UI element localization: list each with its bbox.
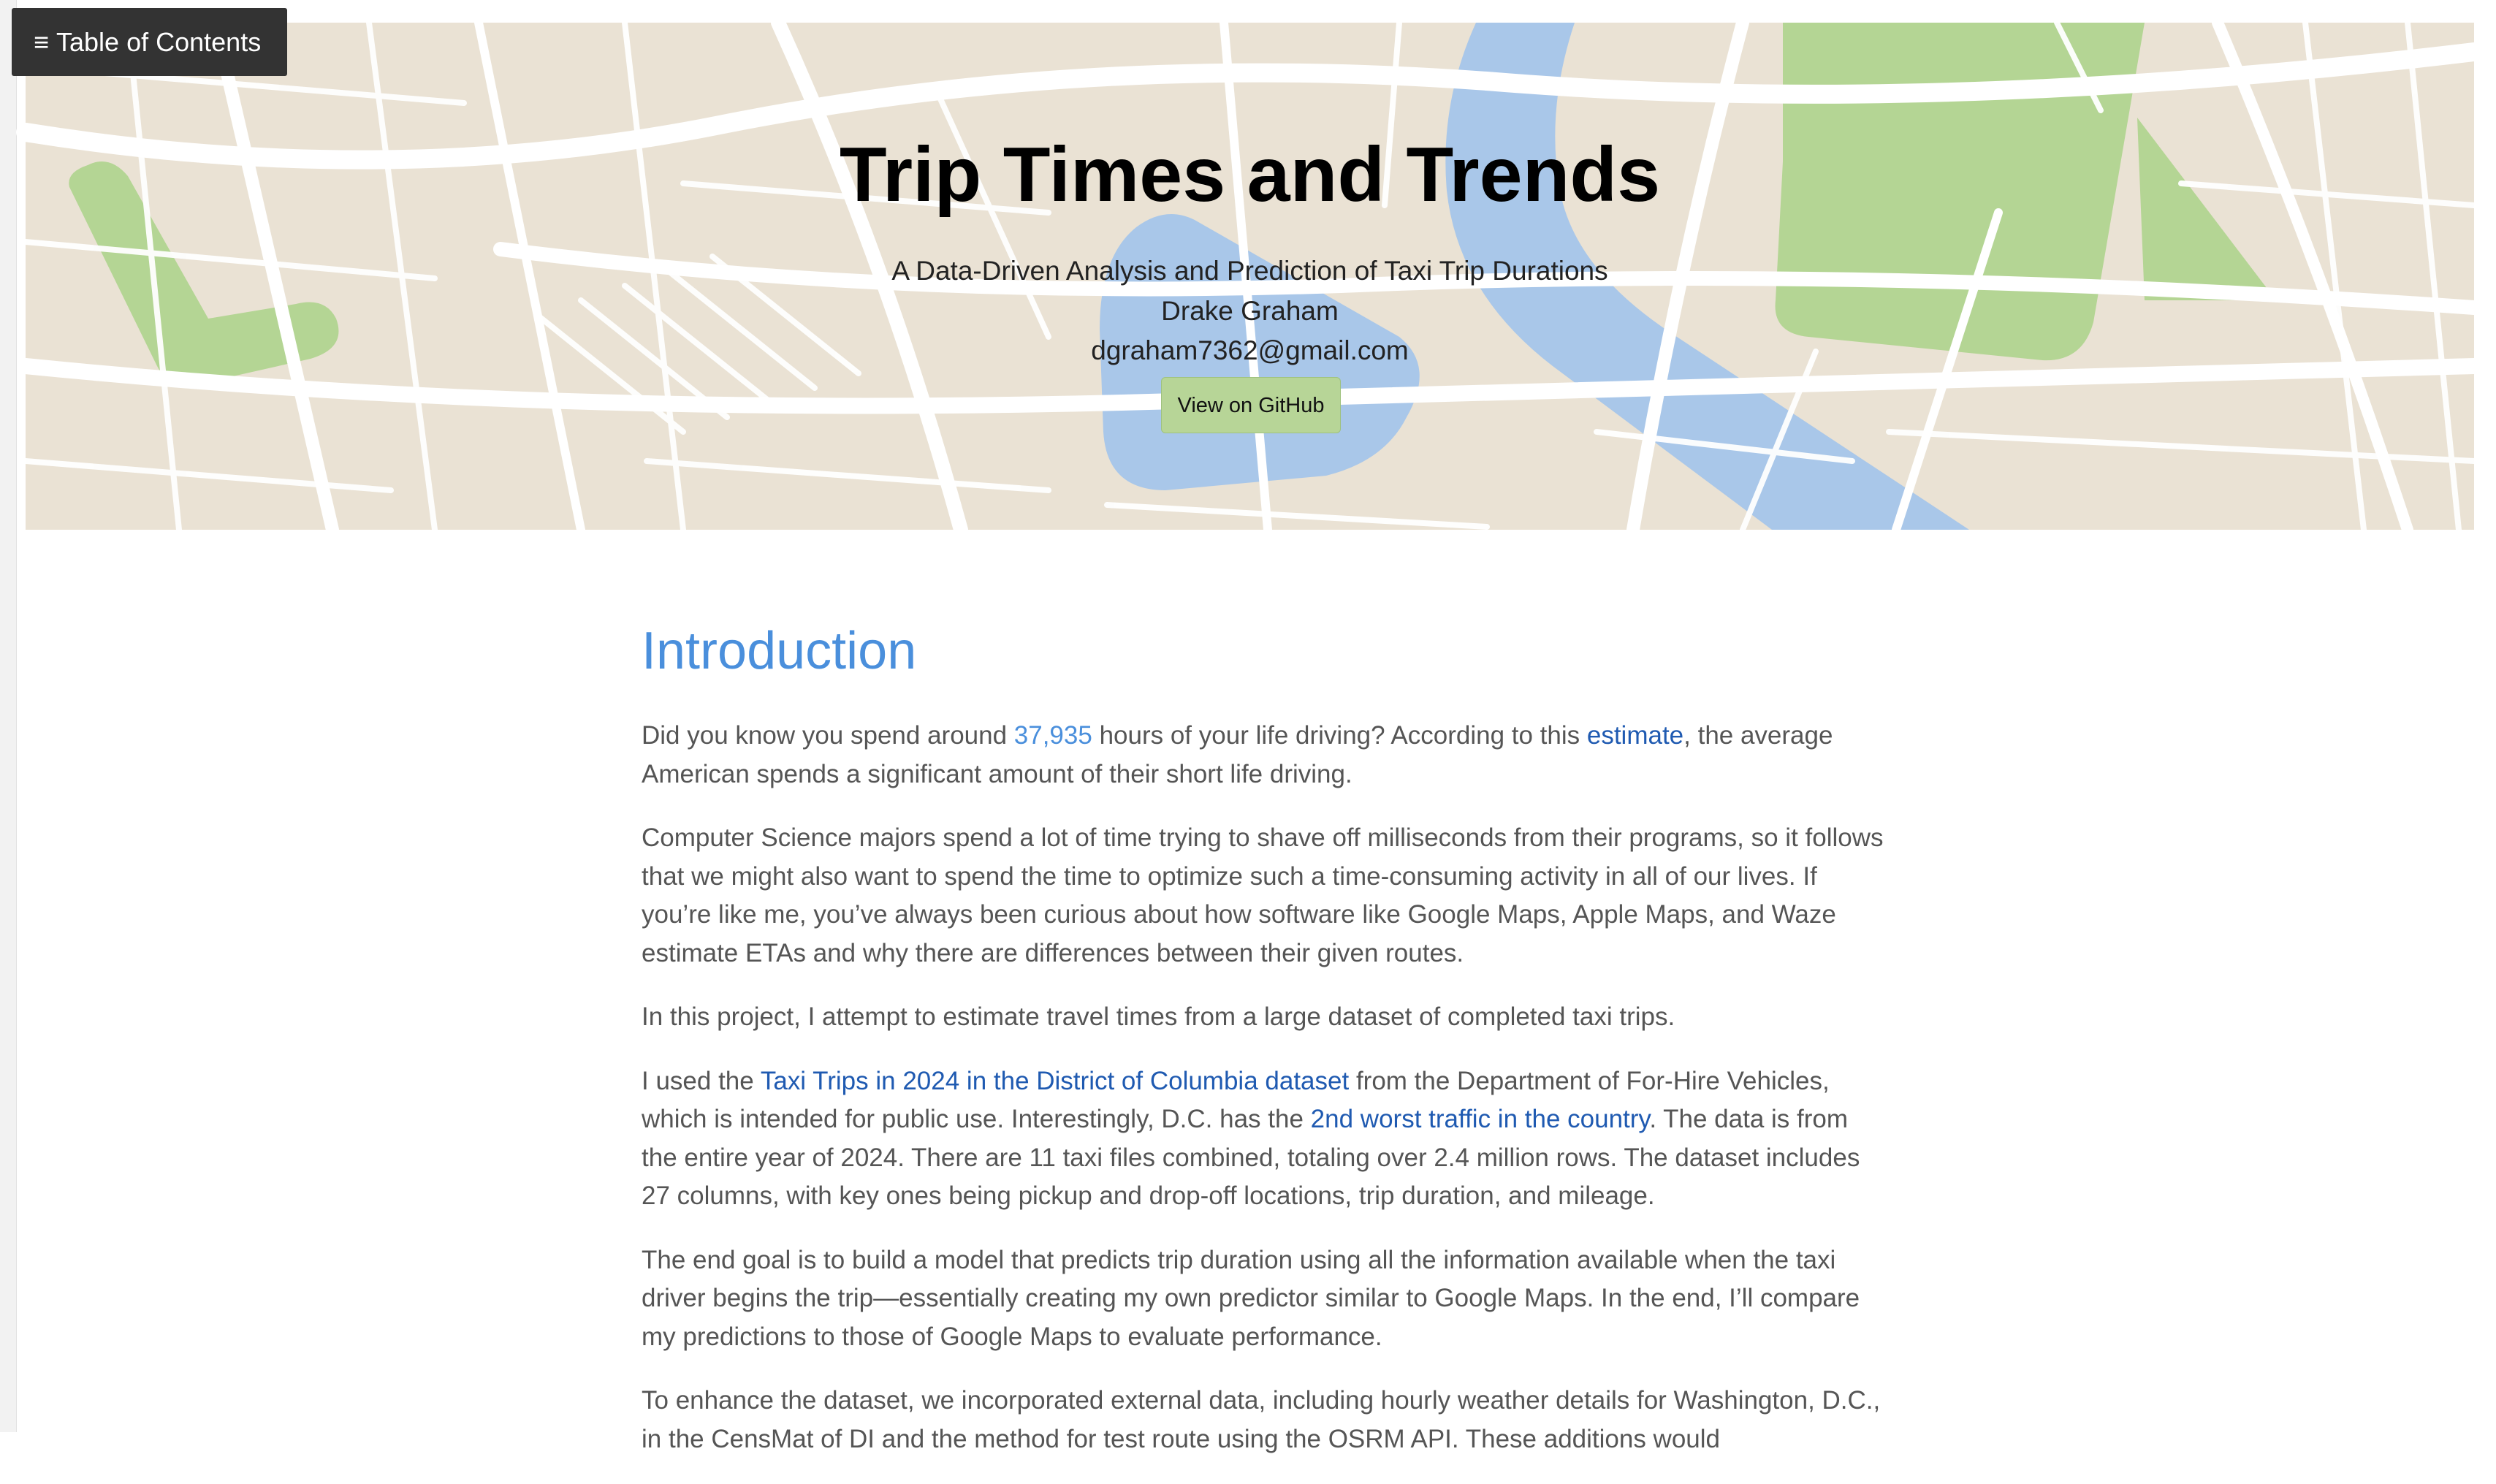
introduction-heading: Introduction [642,622,917,680]
page-title: Trip Times and Trends [839,132,1661,218]
intro-paragraph-6: To enhance the dataset, we incorporated external data, including hourly weather details for Washington, D.C., in the CensMat of DI and the method for test route using the OSRM API. These additions would [642,1386,1881,1453]
left-scroll-rail [0,0,17,1432]
view-on-github-button[interactable]: View on GitHub [1161,377,1341,433]
author-name: Drake Graham [1161,296,1339,326]
author-email: dgraham7362@gmail.com [1091,335,1409,365]
worst-traffic-link[interactable]: 2nd worst traffic in the country [1310,1105,1650,1134]
hero-subtitle: A Data-Driven Analysis and Prediction of Taxi Trip Durations [891,256,1608,286]
hero-banner [26,23,2474,530]
article-body [642,623,1884,1484]
intro-paragraph-4 [642,1062,1884,1216]
intro-p1-text-1: Did you know you spend around [642,721,1014,750]
intro-p1-text-3: , the average American spends a significant amount of their short life driving. [642,721,1833,788]
intro-p4-text-3: . The data is from the entire year of 2024. There are 11 taxi files combined, totaling over 2.4 million rows. The dataset includes 27 columns, with key ones being pickup and drop-off locations, trip duration, and mileage. [642,1105,1860,1211]
intro-p1-text-2: hours of your life driving? According to this [1092,721,1587,750]
intro-p4-text-1: I used the [642,1066,761,1095]
hours-driving-stat: 37,935 [1013,721,1092,750]
dc-taxi-dataset-link[interactable]: Taxi Trips in 2024 in the District of Columbia dataset [760,1066,1350,1095]
intro-paragraph-1 [642,717,1884,794]
estimate-link[interactable]: estimate [1586,721,1684,750]
intro-paragraph-2: Computer Science majors spend a lot of time trying to shave off milliseconds from their programs, so it follows that we might also want to spend the time to optimize such a time-consuming activity in all of our lives. If you’re like me, you’ve always been curious about how software like Google Maps, Apple Maps, and Waze estimate ETAs and why there are differences between their given routes. [642,823,1884,967]
hero-content [26,23,2474,530]
hamburger-icon: ≡ [34,27,50,57]
table-of-contents-button[interactable] [12,8,287,76]
toc-button-label: Table of Contents [56,27,262,57]
intro-paragraph-3: In this project, I attempt to estimate travel times from a large dataset of completed taxi trips. [642,1002,1675,1032]
intro-paragraph-5: The end goal is to build a model that predicts trip duration using all the information available when the taxi driver begins the trip—essentially creating my own predictor similar to Google Maps. In the end, I’ll compare my predictions to those of Google Maps to evaluate performance. [642,1245,1860,1351]
intro-p4-text-2: from the Department of For-Hire Vehicles, which is intended for public use. Interestingly, D.C. has the [642,1066,1830,1134]
